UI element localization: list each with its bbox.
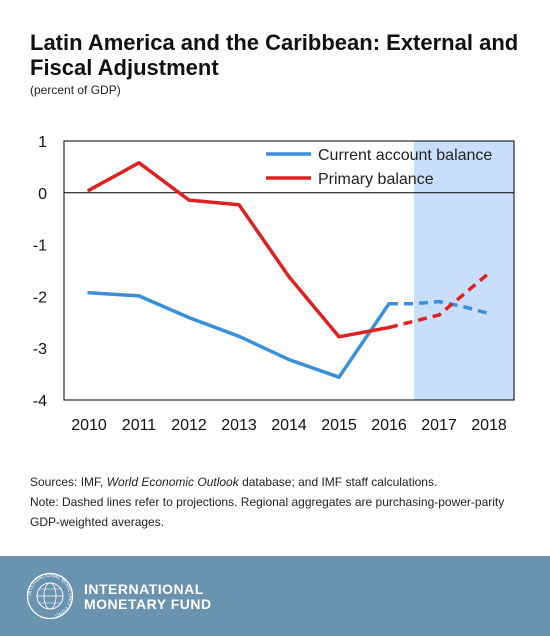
x-tick-label: 2010	[71, 417, 107, 434]
x-tick-label: 2012	[171, 417, 207, 434]
imf-seal-icon	[26, 572, 74, 620]
y-tick-label: 1	[38, 134, 47, 151]
chart-subtitle: (percent of GDP)	[30, 83, 121, 97]
source-note	[30, 472, 530, 492]
chart-title: Latin America and the Caribbean: External and Fiscal Adjustment	[30, 30, 519, 80]
source-publication: World Economic Outlook	[106, 475, 239, 489]
x-tick-label: 2013	[221, 417, 257, 434]
imf-wordmark	[84, 582, 212, 612]
footer-banner	[0, 556, 550, 636]
legend-label: Current account balance	[318, 147, 493, 164]
source-prefix: Sources: IMF,	[30, 475, 107, 489]
svg-text:INTERNATIONAL MONETARY FUND: INTERNATIONAL MONETARY FUND	[26, 572, 74, 619]
projection-note: Note: Dashed lines refer to projections. Regional aggregates are purchasing-power-parity GDP-weighted averages.	[30, 495, 505, 529]
line-chart	[0, 120, 550, 450]
org-line-2: MONETARY FUND	[84, 596, 212, 612]
x-tick-label: 2018	[471, 417, 507, 434]
x-tick-label: 2015	[321, 417, 357, 434]
x-tick-label: 2011	[121, 417, 157, 434]
x-tick-label: 2016	[371, 417, 407, 434]
y-tick-label: -2	[32, 289, 47, 307]
y-tick-label: -1	[32, 237, 47, 255]
primary-balance-actual-line	[89, 163, 389, 337]
org-line-1: INTERNATIONAL	[84, 581, 204, 597]
source-suffix: database; and IMF staff calculations.	[238, 475, 438, 489]
chart-notes	[30, 472, 530, 532]
x-tick-label: 2017	[421, 417, 457, 434]
y-tick-label: -4	[32, 393, 47, 410]
y-tick-label: 0	[38, 185, 47, 203]
x-tick-label: 2014	[271, 417, 307, 434]
legend-label: Primary balance	[318, 171, 434, 188]
y-tick-label: -3	[32, 341, 47, 359]
